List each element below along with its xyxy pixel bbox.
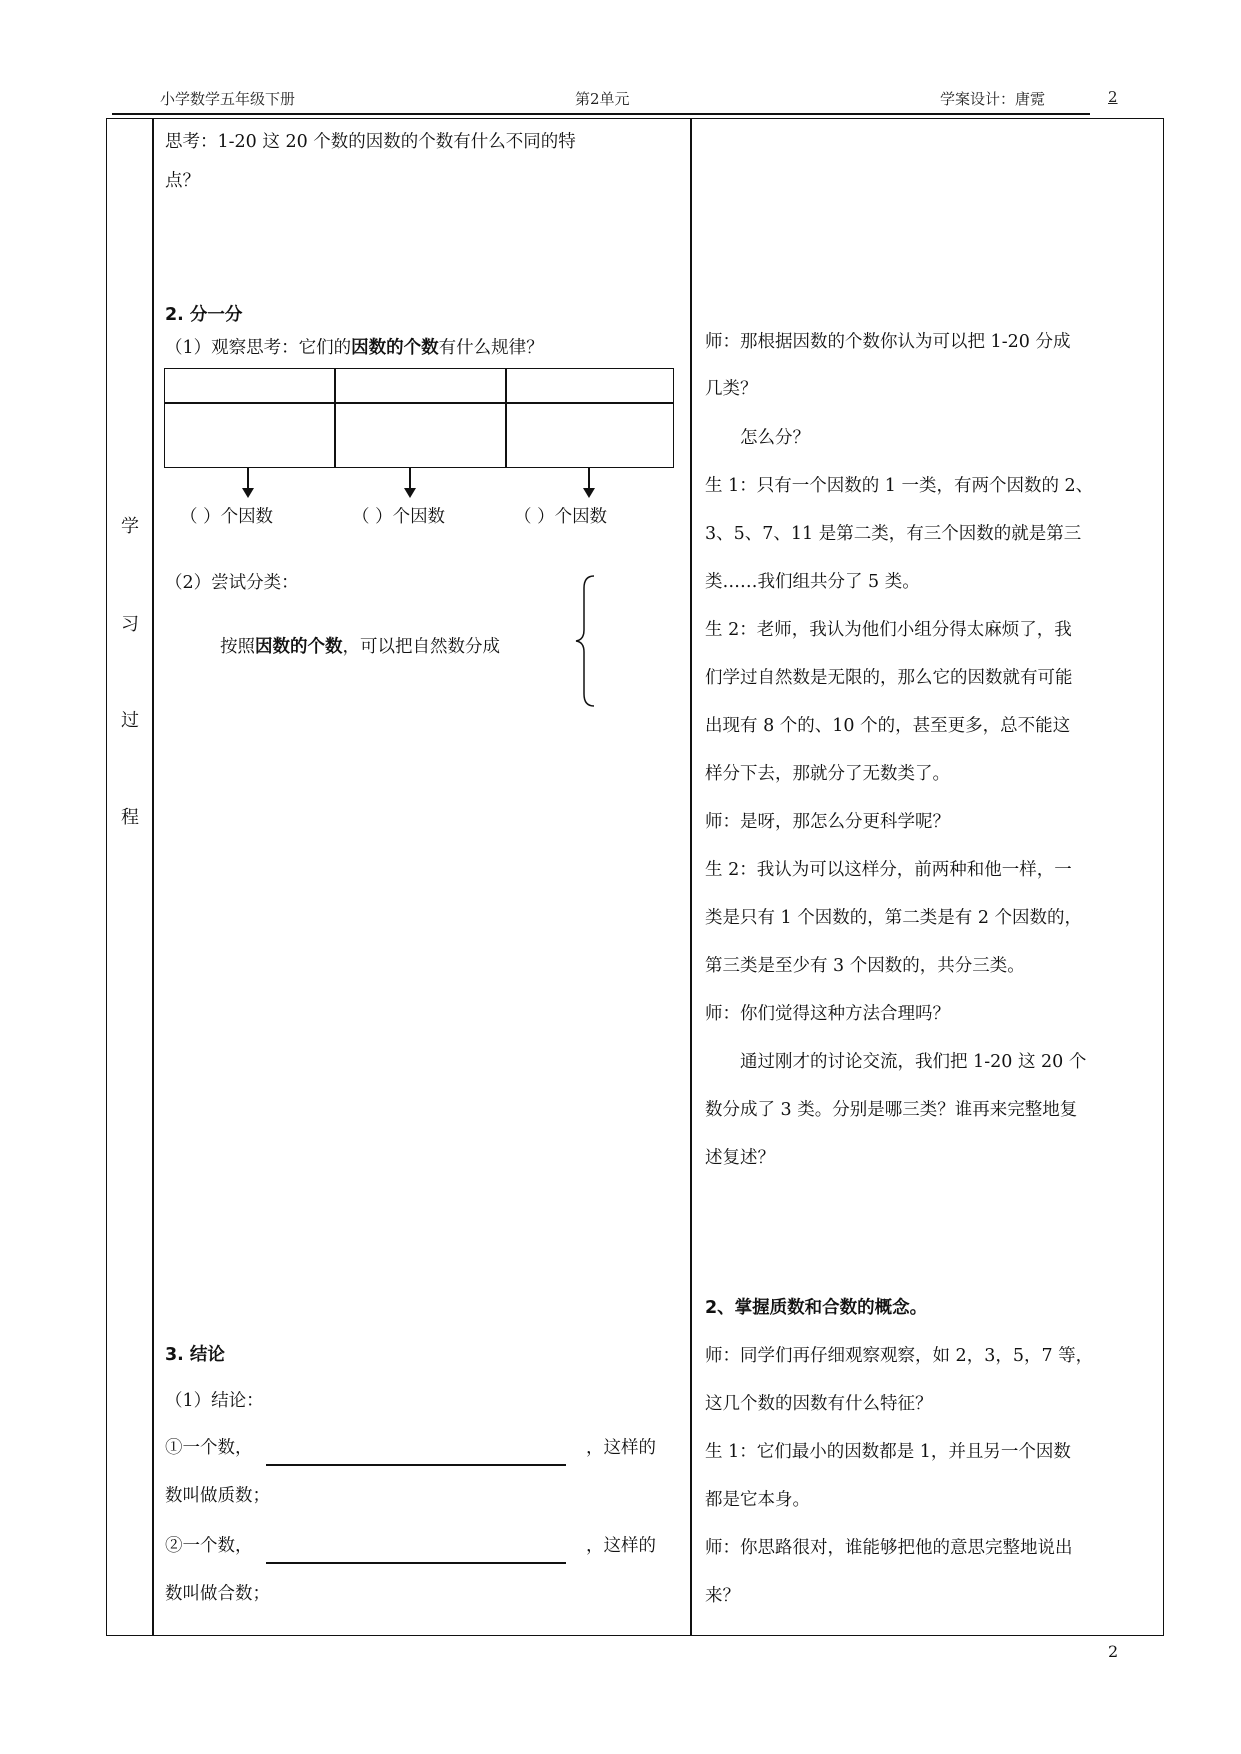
think-question-line2: 点？ bbox=[165, 171, 200, 191]
conclusion-label: （1）结论： bbox=[165, 1391, 264, 1411]
dialogue-line: 师：是呀，那怎么分更科学呢？ bbox=[705, 812, 950, 832]
dialogue-line: 师：你们觉得这种方法合理吗？ bbox=[705, 1004, 950, 1024]
side-label-char: 程 bbox=[121, 807, 139, 828]
factor-count-label: （ ）个因数 bbox=[180, 507, 274, 527]
arrowhead-icon bbox=[242, 488, 254, 498]
dialogue-line: 3、5、7、11 是第二类，有三个因数的就是第三 bbox=[705, 524, 1082, 544]
header-designer: 学案设计：唐霓 bbox=[940, 90, 1046, 108]
dialogue-line: 出现有 8 个的、10 个的，甚至更多，总不能这 bbox=[705, 716, 1071, 736]
dialogue-line: 数分成了 3 类。分别是哪三类？谁再来完整地复 bbox=[705, 1100, 1078, 1120]
side-label-char: 习 bbox=[121, 614, 139, 635]
blank-line-composite[interactable] bbox=[266, 1562, 566, 1564]
grid-col-divider bbox=[505, 369, 507, 467]
observe-question bbox=[165, 337, 544, 359]
dialogue-line: 来？ bbox=[705, 1586, 740, 1606]
dialogue-line: 述复述？ bbox=[705, 1148, 775, 1168]
arrow-down-icon bbox=[247, 468, 249, 490]
section-3-title: 3. 结论 bbox=[165, 1345, 225, 1365]
arrow-down-icon bbox=[588, 468, 590, 490]
classify-bold: 因数的个数 bbox=[255, 637, 343, 657]
dialogue-line: 生 1：只有一个因数的 1 一类，有两个因数的 2、 bbox=[705, 476, 1094, 496]
side-label-char: 学 bbox=[121, 516, 139, 537]
dialogue-line: 这几个数的因数有什么特征？ bbox=[705, 1394, 933, 1414]
side-label-char: 过 bbox=[121, 710, 139, 731]
classify-pre: 按照 bbox=[220, 637, 255, 657]
arrow-down-icon bbox=[409, 468, 411, 490]
observe-question-bold: 因数的个数 bbox=[351, 338, 439, 358]
brace-icon bbox=[574, 574, 598, 708]
header-page-number: 2 bbox=[1108, 88, 1118, 106]
header-unit: 第2单元 bbox=[575, 90, 630, 108]
classify-statement bbox=[220, 636, 500, 658]
classify-post: ，可以把自然数分成 bbox=[342, 637, 500, 657]
section-2-concept-title: 2、掌握质数和合数的概念。 bbox=[705, 1298, 928, 1318]
dialogue-line: 生 1：它们最小的因数都是 1，并且另一个因数 bbox=[705, 1442, 1071, 1462]
conclusion-1-prefix: ①一个数， bbox=[165, 1438, 253, 1458]
think-question-line1: 思考：1-20 这 20 个数的因数的个数有什么不同的特 bbox=[165, 132, 576, 152]
observe-question-post: 有什么规律？ bbox=[438, 338, 544, 358]
dialogue-line: 类是只有 1 个因数的，第二类是有 2 个因数的， bbox=[705, 908, 1083, 928]
dialogue-line: 第三类是至少有 3 个因数的，共分三类。 bbox=[705, 956, 1025, 976]
arrowhead-icon bbox=[583, 488, 595, 498]
conclusion-2-tail: 数叫做合数； bbox=[165, 1584, 270, 1604]
grid-col-divider bbox=[334, 369, 336, 467]
column-divider-middle bbox=[690, 118, 692, 1636]
observe-question-pre: （1）观察思考：它们的 bbox=[165, 338, 352, 358]
classification-grid bbox=[164, 368, 674, 468]
dialogue-line: 师：同学们再仔细观察观察，如 2，3，5，7 等， bbox=[705, 1346, 1094, 1366]
dialogue-line: 们学过自然数是无限的，那么它的因数就有可能 bbox=[705, 668, 1073, 688]
dialogue-line: 师：你思路很对，谁能够把他的意思完整地说出 bbox=[705, 1538, 1073, 1558]
grid-row-divider bbox=[165, 402, 673, 404]
factor-count-label: （ ）个因数 bbox=[514, 507, 608, 527]
section-2-title: 2. 分一分 bbox=[165, 305, 243, 325]
factor-count-label: （ ）个因数 bbox=[352, 507, 446, 527]
dialogue-line: 几类？ bbox=[705, 379, 758, 399]
dialogue-line: 师：那根据因数的个数你认为可以把 1-20 分成 bbox=[705, 332, 1071, 352]
dialogue-line: 类……我们组共分了 5 类。 bbox=[705, 572, 920, 592]
dialogue-line: 都是它本身。 bbox=[705, 1490, 810, 1510]
dialogue-line: 通过刚才的讨论交流，我们把 1-20 这 20 个 bbox=[705, 1052, 1087, 1072]
conclusion-1-suffix: ，这样的 bbox=[586, 1438, 656, 1458]
dialogue-line: 样分下去，那就分了无数类了。 bbox=[705, 764, 950, 784]
blank-line-prime[interactable] bbox=[266, 1464, 566, 1466]
dialogue-line: 生 2：我认为可以这样分，前两种和他一样，一 bbox=[705, 860, 1072, 880]
column-divider-side bbox=[152, 118, 154, 1636]
footer-page-number: 2 bbox=[1108, 1642, 1119, 1661]
try-classify-label: （2）尝试分类： bbox=[165, 573, 299, 593]
conclusion-1-tail: 数叫做质数； bbox=[165, 1486, 270, 1506]
conclusion-2-prefix: ②一个数， bbox=[165, 1536, 253, 1556]
header-rule bbox=[112, 113, 1090, 115]
dialogue-line: 生 2：老师，我认为他们小组分得太麻烦了，我 bbox=[705, 620, 1072, 640]
conclusion-2-suffix: ，这样的 bbox=[586, 1536, 656, 1556]
header-course: 小学数学五年级下册 bbox=[160, 90, 296, 108]
dialogue-line: 怎么分？ bbox=[705, 428, 810, 448]
arrowhead-icon bbox=[404, 488, 416, 498]
